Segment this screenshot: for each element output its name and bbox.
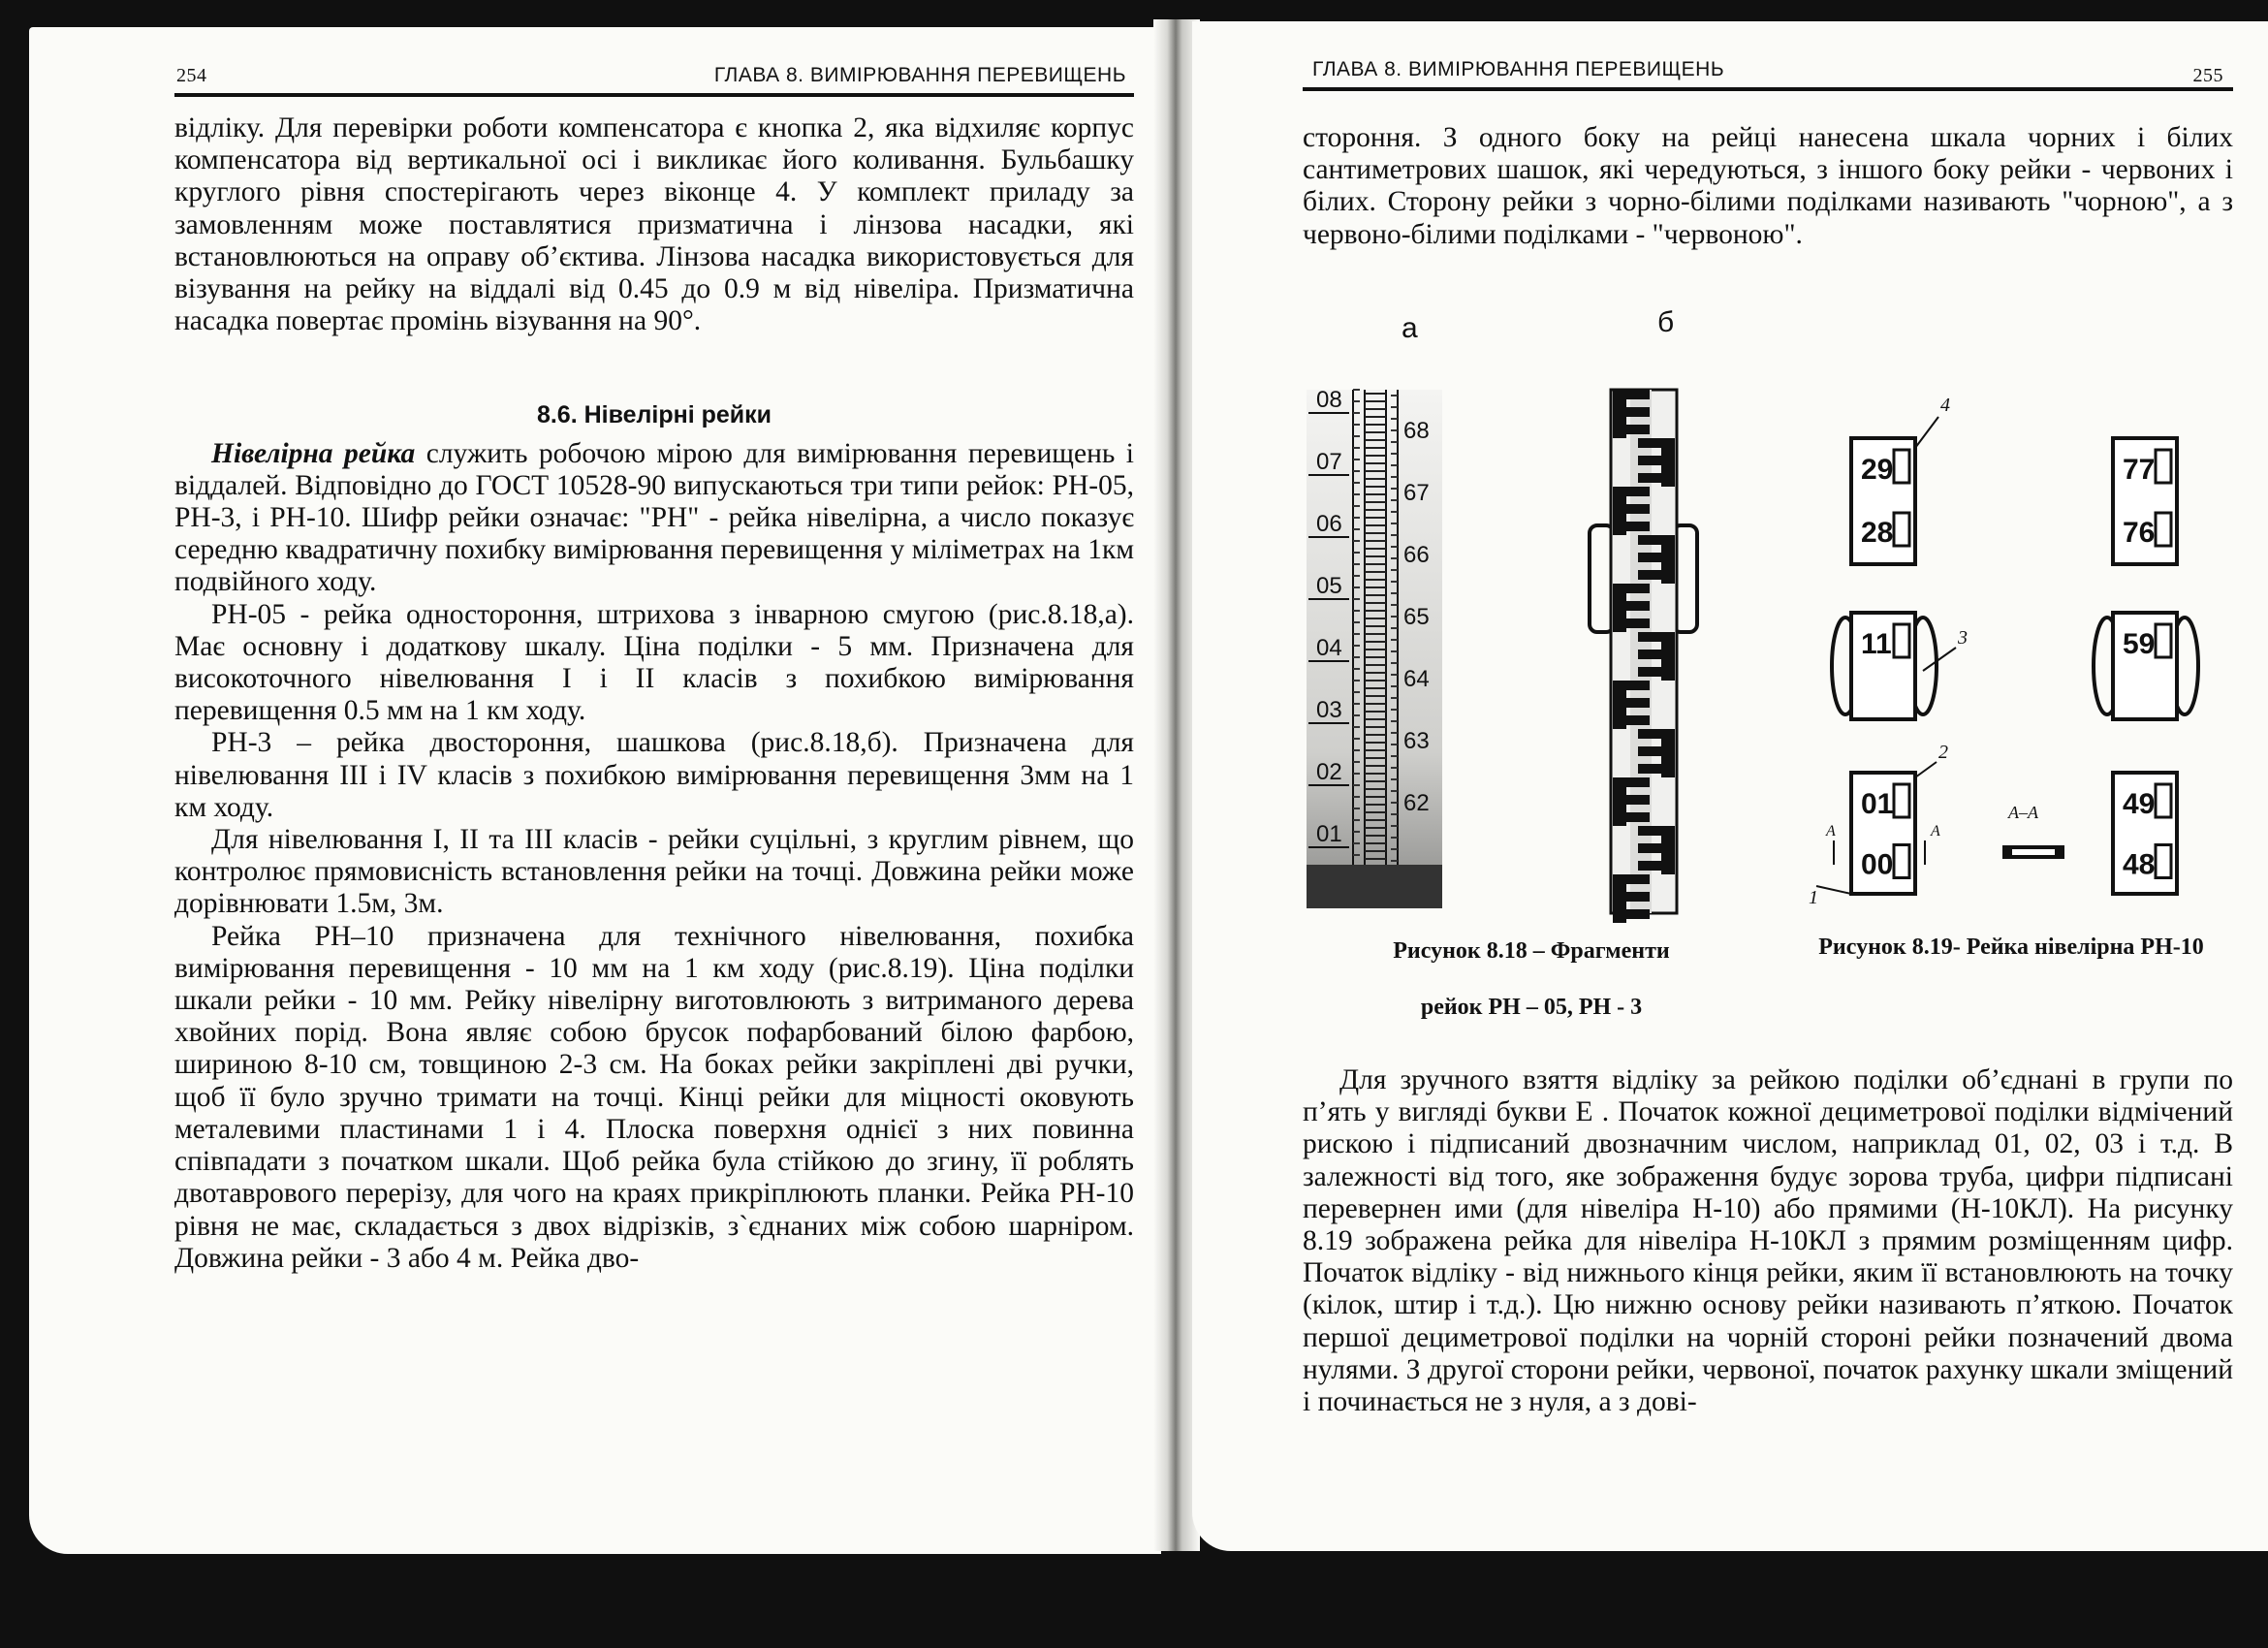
checker-cell bbox=[1626, 425, 1650, 434]
checker-cell bbox=[1626, 681, 1650, 690]
rod-number: 01 bbox=[1861, 788, 1894, 820]
paragraph: Рейка РН–10 призначена для технічного нівелювання, похибка вимірювання перевищення - 10 мм на 1 км ходу (рис.8.19). Ціна поділки шкали рейки - 10 мм. Рейку нівелірну виготовлюють з витриманого дерева хвойних порід. Вона являє собою брусок пофарбований білою фарбою, шириною 8-10 см, товщиною 2-3 см. На боках рейки закріплені дві ручки, щоб її було зручно тримати на точці. Кінці рейки для міцності оковують металевими пластинами 1 і 4. Плоска поверхня однієї з них повинна співпадати з початком шкали. Щоб рейка була стійкою до згину, її роблять двотаврового перерізу, для чого на краях прикріплюють планки. Рейка РН-10 рівня не має, складається з двох відрізків, з`єднаних між собою шарніром. Довжина рейки - 3 або 4 м. Рейка дво- bbox=[174, 920, 1134, 1274]
callout-number: 4 bbox=[1940, 395, 1950, 416]
rod-shadow bbox=[1307, 865, 1442, 908]
paragraph bbox=[174, 438, 1134, 599]
callout-number: 1 bbox=[1809, 887, 1818, 908]
rod-number: 28 bbox=[1861, 517, 1894, 549]
callout-leader bbox=[1923, 648, 1956, 671]
paragraph: Для зручного взяття відліку за рейкою поділки об’єднані в групи по п’ять у вигляді букви Е . Початок кожної дециметрової поділки відмічений рискою і підписаний двозначним числом, наприклад 01, 02, 03 і т.д. В залежності від того, яке зображення будує зорова труба, цифри підписані перевернен ими (для нівеліра Н-10) або прямими (Н-10КЛ). На рисунку 8.19 зображена рейка для нівеліра Н-10КЛ з прямим розміщенням цифр. Початок відліку - від нижнього кінця рейки, яким її встановлюють на точку (кілок, штир і т.д.). Цю нижню основу рейки називають п’яткою. Початок першої дециметрової поділки на чорній стороні рейки позначений двома нулями. З другої сторони рейки, червоної, початок рахунку шкали зміщений і починається не з нуля, а з дові- bbox=[1303, 1064, 2233, 1418]
checker-cell bbox=[1638, 632, 1661, 642]
paragraph-rest: служить робочою мірою для вимірювання перевищень і віддалей. Відповідно до ГОСТ 10528-90 випускаються три типи рейок: РН-05, РН-3, і РН-10. Шифр рейки означає: "РН" - рейка нівелірна, а число показує середню квадратичну похибку вимірювання перевищення у міліметрах на 1км подвійного ходу. bbox=[174, 437, 1134, 598]
checker-cell bbox=[1638, 861, 1661, 871]
checker-bar bbox=[1661, 535, 1675, 584]
figure-819 bbox=[1809, 390, 2210, 933]
rod-scale-label: 06 bbox=[1316, 511, 1342, 537]
figure-label-b: б bbox=[1657, 306, 1675, 338]
section-profile-inner bbox=[2012, 849, 2055, 855]
rod-number: 29 bbox=[1861, 454, 1894, 486]
rod-number: 00 bbox=[1861, 848, 1894, 881]
running-header-right bbox=[1303, 48, 2233, 91]
running-header-left bbox=[174, 54, 1134, 97]
checker-cell bbox=[1626, 487, 1650, 496]
figure-818-caption bbox=[1357, 923, 1706, 1035]
rod-scale-label: 07 bbox=[1316, 449, 1342, 475]
checker-cell bbox=[1638, 456, 1661, 465]
right-body-text-top bbox=[1303, 122, 2233, 251]
callout-leader bbox=[1915, 762, 1937, 777]
left-page bbox=[29, 27, 1161, 1554]
checker-cell bbox=[1626, 504, 1650, 514]
figure-818b-rod bbox=[1570, 390, 1716, 913]
rod-number: 48 bbox=[2123, 848, 2156, 881]
checker-cell bbox=[1626, 812, 1650, 822]
checker-bar bbox=[1661, 729, 1675, 777]
paragraph: Для нівелювання I, II та III класів - рейки суцільні, з круглим рівнем, що контролює прямовисність встановлення рейки на точці. Довжина рейки може дорівнювати 1.5м, 3м. bbox=[174, 824, 1134, 920]
checker-cell bbox=[1638, 729, 1661, 739]
checker-cell bbox=[1626, 698, 1650, 708]
checker-bar bbox=[1661, 438, 1675, 487]
checker-cell bbox=[1626, 618, 1650, 628]
rod-scale-label: 68 bbox=[1403, 418, 1430, 444]
paragraph: стороння. З одного боку на рейці нанесена шкала чорних і білих сантиметрових шашок, які чередуються, з іншого боку рейки - червоних і білих. Сторону рейки з чорно-білими поділками називають "чорною", а з червоно-білими поділками - "червоною". bbox=[1303, 122, 2233, 250]
rod-scale-label: 63 bbox=[1403, 728, 1430, 754]
checker-bar bbox=[1613, 390, 1626, 438]
checker-cell bbox=[1626, 777, 1650, 787]
checker-bar bbox=[1661, 632, 1675, 681]
callout-leader bbox=[1816, 886, 1851, 894]
paragraph: РН-3 – рейка двостороння, шашкова (рис.8.18,б). Призначена для нівелювання III і IV класів з похибкою вимірювання перевищення 3мм на 1 км ходу. bbox=[174, 727, 1134, 823]
checker-bar bbox=[1661, 826, 1675, 874]
figure-label-a: а bbox=[1402, 312, 1418, 344]
checker-cell bbox=[1638, 826, 1661, 836]
rod-scale-label: 05 bbox=[1316, 573, 1342, 599]
rod-scale-label: 08 bbox=[1316, 387, 1342, 413]
page-number-left: 254 bbox=[176, 65, 207, 86]
rod-scale-label: 64 bbox=[1403, 666, 1430, 692]
rod-scale-label: 04 bbox=[1316, 635, 1342, 661]
checker-bar bbox=[1613, 487, 1626, 535]
section-arrow-label: А bbox=[1826, 823, 1836, 840]
section-arrow-label: А bbox=[1931, 823, 1940, 840]
page-number-right: 255 bbox=[2192, 65, 2223, 86]
checker-cell bbox=[1638, 570, 1661, 580]
section-title: 8.6. Нівелірні рейки bbox=[536, 401, 772, 429]
term-bold-italic: Нівелірна рейка bbox=[211, 437, 416, 469]
rod-number: 49 bbox=[2123, 788, 2156, 820]
paragraph: РН-05 - рейка одностороння, штрихова з інварною смугою (рис.8.18,а). Має основну і додаткову шкалу. Ціна поділки - 5 мм. Призначена для високоточного нівелювання I і II класів з похибкою вимірювання перевищення 0.5 мм на 1 км ходу. bbox=[174, 598, 1134, 727]
checker-cell bbox=[1638, 473, 1661, 483]
checker-cell bbox=[1626, 584, 1650, 593]
callout-leader bbox=[1915, 417, 1938, 448]
right-page bbox=[1192, 21, 2268, 1551]
paragraph: відліку. Для перевірки роботи компенсатора є кнопка 2, яка відхиляє корпус компенсатора від вертикальної осі і викликає його коливання. Бульбашку круглого рівня спостерігають через віконце 4. У комплект приладу за замовленням може поставлятися призматична і лінзова насадки, які встановлюються на оправу об’єктива. Лінзова насадка використовується для візування на рейку на віддалі від 0.45 до 0.9 м від нівеліра. Призматична насадка повертає промінь візування на 90°. bbox=[174, 112, 1134, 337]
checker-cell bbox=[1626, 407, 1650, 417]
checker-cell bbox=[1626, 522, 1650, 531]
section-label: А–А bbox=[2008, 803, 2038, 822]
caption-line: Рисунок 8.18 – Фрагменти bbox=[1393, 938, 1670, 964]
checker-cell bbox=[1638, 438, 1661, 448]
checker-bar bbox=[1613, 681, 1626, 729]
rod-scale-label: 02 bbox=[1316, 759, 1342, 785]
checker-cell bbox=[1638, 746, 1661, 756]
right-body-text-bottom bbox=[1303, 1064, 2233, 1418]
callout-number: 3 bbox=[1958, 627, 1968, 649]
rod-number: 11 bbox=[1861, 628, 1892, 660]
left-body-text bbox=[174, 112, 1134, 1275]
caption-line: рейок РН – 05, РН - 3 bbox=[1420, 995, 1643, 1020]
rod-number: 76 bbox=[2123, 517, 2156, 549]
checker-cell bbox=[1638, 553, 1661, 562]
running-title-left: ГЛАВА 8. ВИМІРЮВАННЯ ПЕРЕВИЩЕНЬ bbox=[713, 64, 1126, 86]
rod-scale-label: 01 bbox=[1316, 821, 1342, 847]
rod-scale-label: 66 bbox=[1403, 542, 1430, 568]
checker-cell bbox=[1638, 650, 1661, 659]
checker-bar bbox=[1613, 777, 1626, 826]
checker-cell bbox=[1638, 667, 1661, 677]
figure-819-caption: Рисунок 8.19- Рейка нівелірна РН-10 bbox=[1818, 935, 2204, 960]
checker-cell bbox=[1626, 874, 1650, 884]
checker-cell bbox=[1626, 715, 1650, 725]
checker-bar bbox=[1613, 874, 1626, 923]
checker-cell bbox=[1626, 795, 1650, 805]
figure-818a-rod bbox=[1307, 387, 1442, 908]
running-title-right: ГЛАВА 8. ВИМІРЮВАННЯ ПЕРЕВИЩЕНЬ bbox=[1312, 58, 1725, 80]
checker-cell bbox=[1638, 535, 1661, 545]
rod-scale-label: 65 bbox=[1403, 604, 1430, 630]
rod-number: 77 bbox=[2123, 454, 2156, 486]
rod-number: 59 bbox=[2123, 628, 2156, 660]
checker-cell bbox=[1626, 909, 1650, 919]
checker-cell bbox=[1638, 764, 1661, 774]
checker-cell bbox=[1626, 390, 1650, 399]
rod-scale-label: 67 bbox=[1403, 480, 1430, 506]
figure-819-drawing bbox=[1809, 395, 2198, 908]
checker-cell bbox=[1638, 843, 1661, 853]
rod-scale-label: 03 bbox=[1316, 697, 1342, 723]
rod-scale-label: 62 bbox=[1403, 790, 1430, 816]
checker-bar bbox=[1613, 584, 1626, 632]
checker-cell bbox=[1626, 892, 1650, 902]
callout-number: 2 bbox=[1938, 742, 1948, 763]
checker-cell bbox=[1626, 601, 1650, 611]
